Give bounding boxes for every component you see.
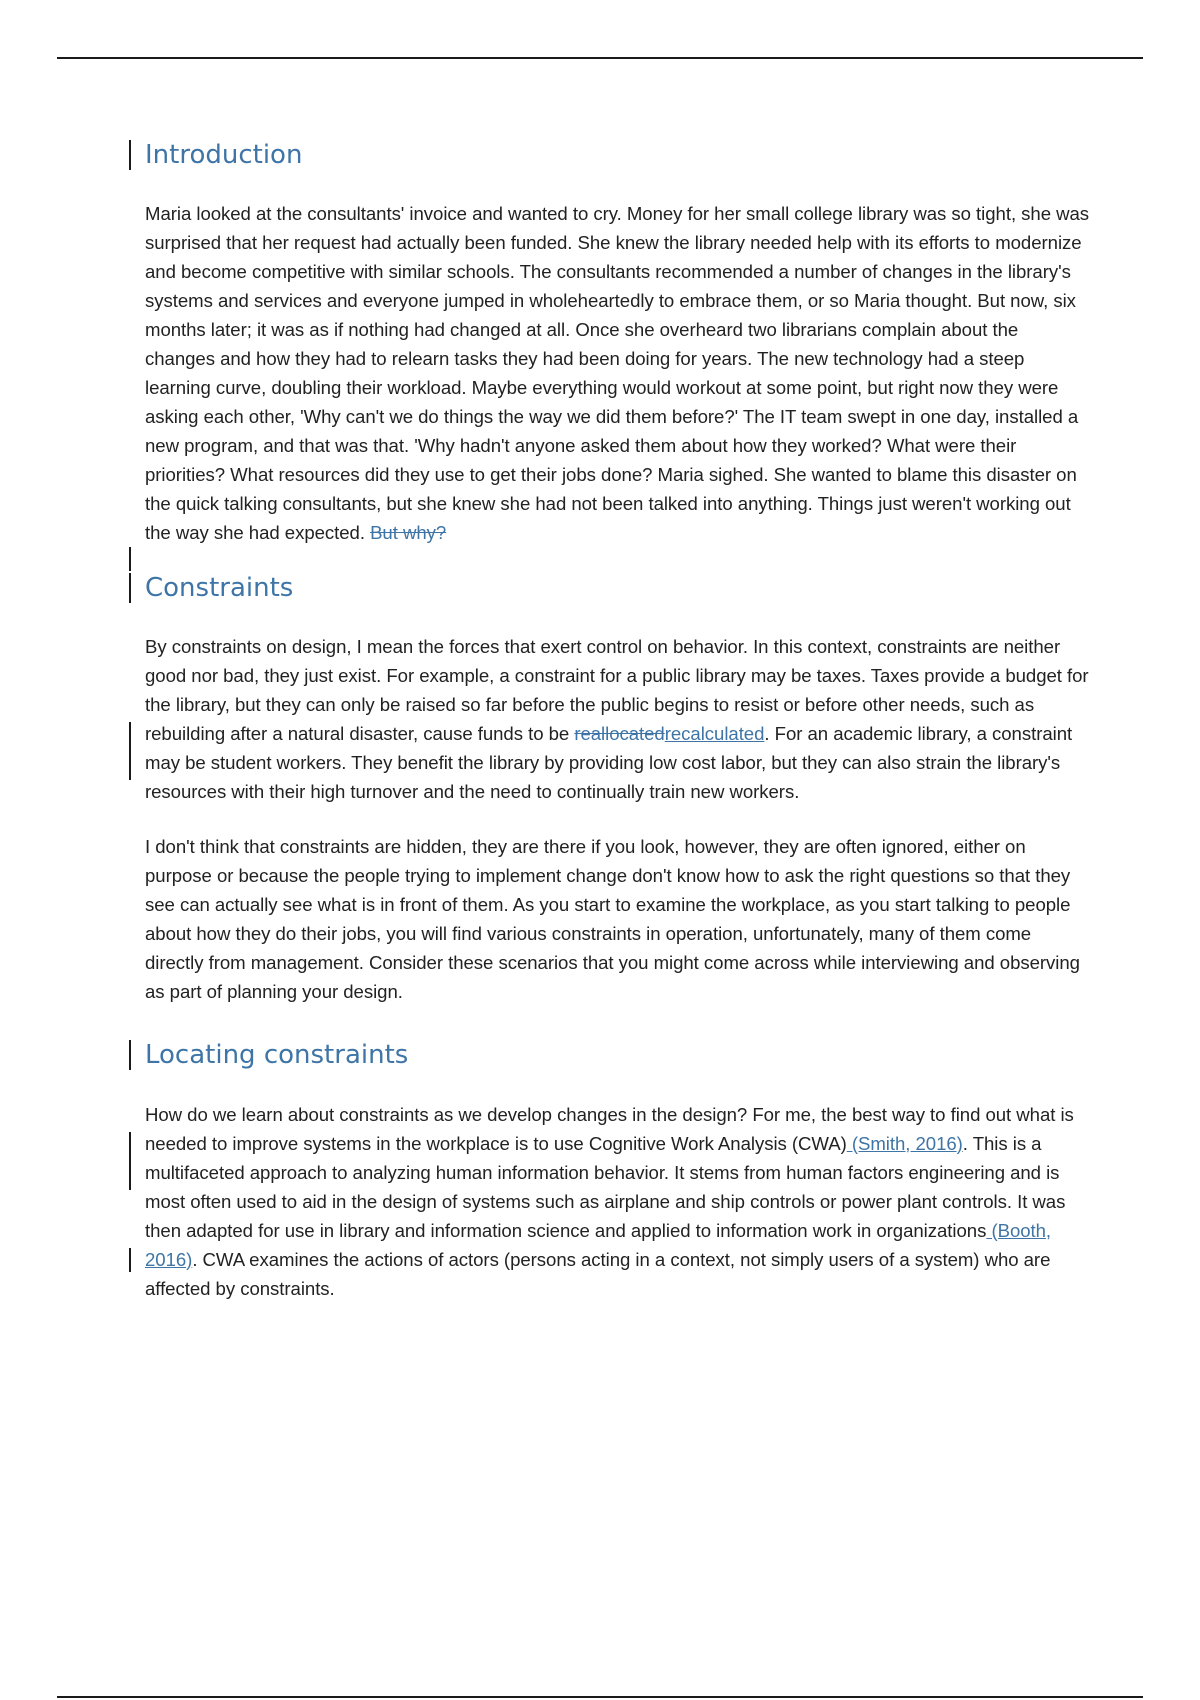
paragraph-text: How do we learn about constraints as we develop changes in the design? For me, the best way to find out what is needed to improve systems in the workplace is to use Cognitive Work Analysis (CWA) xyxy=(145,1103,1074,1154)
paragraph-locating-constraints xyxy=(145,1100,1090,1303)
document-body xyxy=(145,140,1090,1329)
deleted-text: But why? xyxy=(370,522,447,544)
footer-rule xyxy=(57,1696,1143,1698)
paragraph-text: By constraints on design, I mean the forces that exert control on behavior. In this context, constraints are neither good nor bad, they just exist. For example, a constraint for a public library may be taxes. Taxes provide a budget for the library, but they can only be raised so far before the public begins to resist or before other needs, such as rebuilding after a natural disaster, cause funds to be xyxy=(145,636,1089,745)
change-bar xyxy=(129,547,131,571)
paragraph-text: . This is a multifaceted approach to analyzing human information behavior. It stems from human factors engineering and is most often used to aid in the design of systems such as airplane and ship controls or power plant controls. It was then adapted for use in library and information science and applied to information work in organizations xyxy=(145,1132,1066,1241)
heading-locating-constraints: Locating constraints xyxy=(145,1040,1090,1071)
citation-link[interactable]: (Booth, 2016) xyxy=(145,1219,1052,1270)
change-bar xyxy=(129,573,131,603)
inserted-text: recalculated xyxy=(664,723,765,745)
change-bar xyxy=(129,1040,131,1070)
citation-link[interactable]: (Smith, 2016) xyxy=(846,1132,963,1154)
paragraph-constraints-1 xyxy=(145,632,1090,806)
change-bar xyxy=(129,722,131,780)
paragraph-text: . For an academic library, a constraint may be student workers. They benefit the library by providing low cost labor, but they can also strain the library's resources with their high turnover and the need to continually train new workers. xyxy=(145,723,1073,803)
paragraph-text: I don't think that constraints are hidden, they are there if you look, however, they are often ignored, either on purpose or because the people trying to implement change don't know how to ask the right questions so that they see can actually see what is in front of them. As you start to examine the workplace, as you start talking to people about how they do their jobs, you will find various constraints in operation, unfortunately, many of them come directly from management. Consider these scenarios that you might come across while interviewing and observing as part of planning your design. xyxy=(145,836,1080,1003)
change-bar xyxy=(129,140,131,170)
deleted-text: reallocated xyxy=(574,723,665,745)
paragraph-introduction xyxy=(145,199,1090,547)
change-bar xyxy=(129,1248,131,1272)
heading-introduction: Introduction xyxy=(145,140,1090,171)
heading-constraints: Constraints xyxy=(145,573,1090,604)
paragraph-text: Maria looked at the consultants' invoice and wanted to cry. Money for her small college library was so tight, she was surprised that her request had actually been funded. She knew the library needed help with its efforts to modernize and become competitive with similar schools. The consultants recommended a number of changes in the library's systems and services and everyone jumped in wholeheartedly to embrace them, or so Maria thought. But now, six months later; it was as if nothing had changed at all. Once she overheard two librarians complain about the changes and how they had to relearn tasks they had been doing for years. The new technology had a steep learning curve, doubling their workload. Maybe everything would workout at some point, but right now they were asking each other, 'Why can't we do things the way we did them before?' The IT team swept in one day, installed a new program, and that was that. 'Why hadn't anyone asked them about how they worked? What were their priorities? What resources did they use to get their jobs done? Maria sighed. She wanted to blame this disaster on the quick talking consultants, but she knew she had not been talked into anything. Things just weren't working out the way she had expected. xyxy=(145,203,1090,544)
header-rule xyxy=(57,57,1143,59)
paragraph-text: . CWA examines the actions of actors (persons acting in a context, not simply users of a system) who are affected by constraints. xyxy=(145,1248,1051,1299)
change-bar xyxy=(129,1132,131,1190)
paragraph-constraints-2 xyxy=(145,832,1090,1006)
